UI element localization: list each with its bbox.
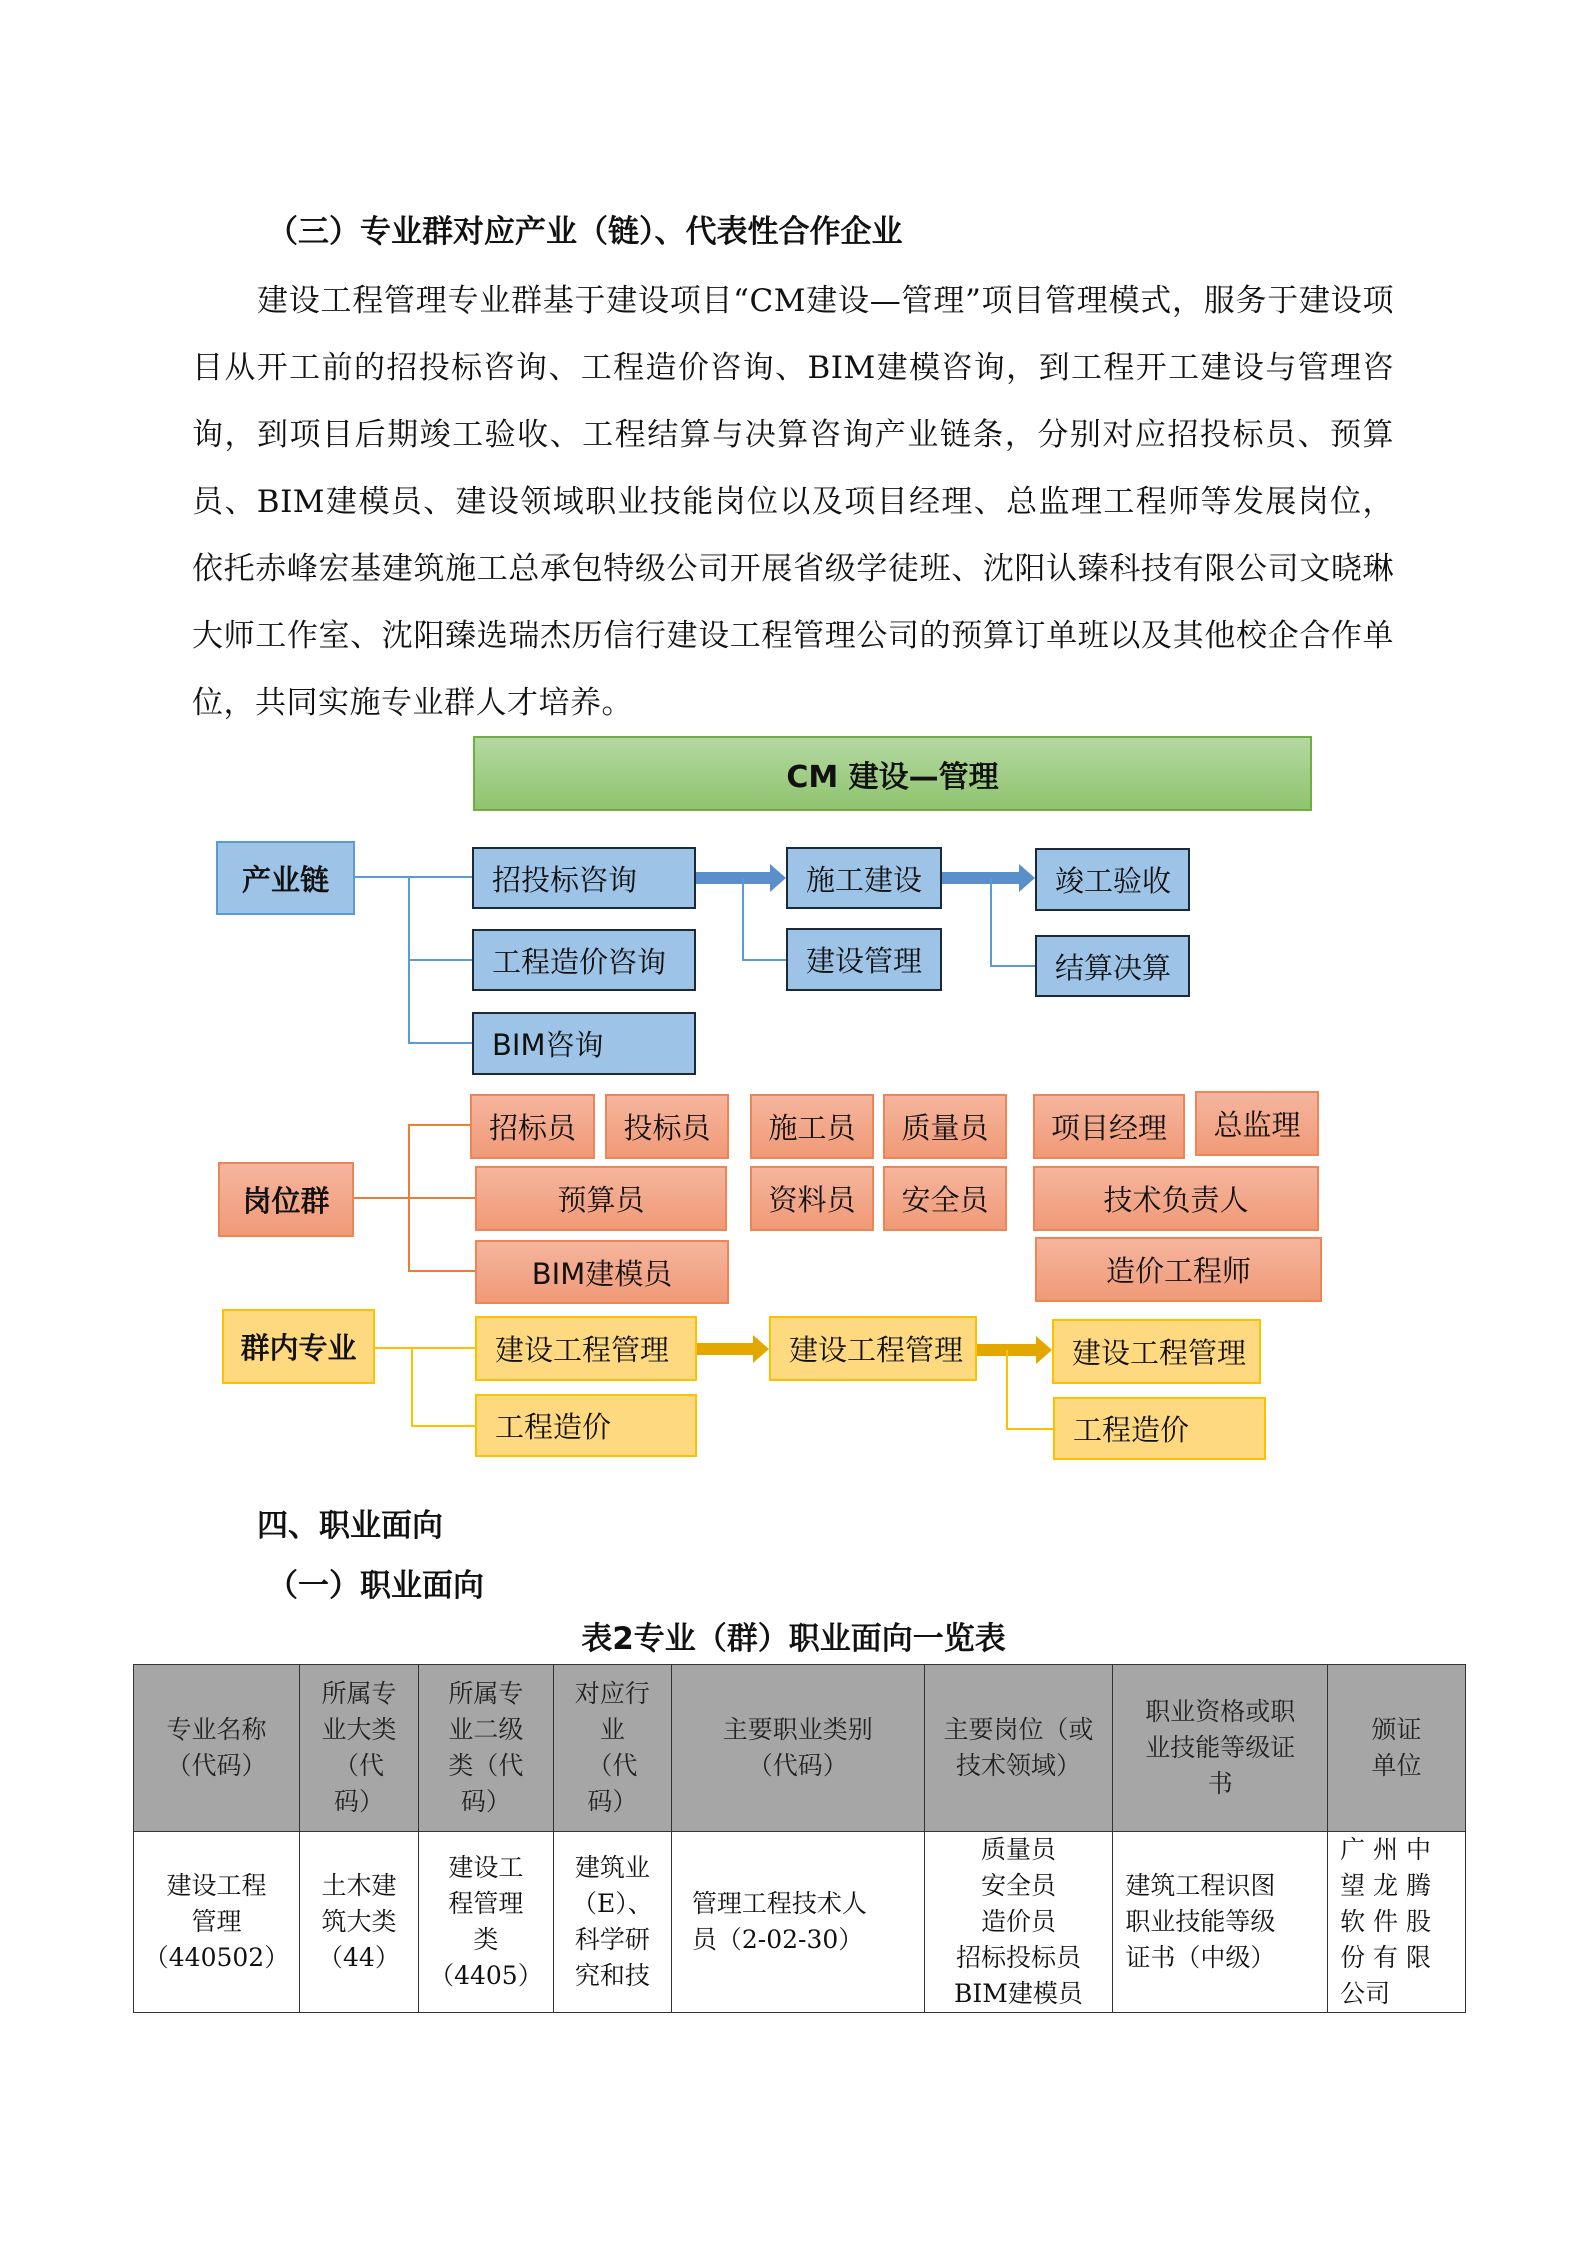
connector-line [990,965,1035,967]
subheading-occupation: （一）职业面向 [267,1568,484,1604]
job-box: 总监理 [1195,1091,1319,1156]
column-header: 专业名称 （代码） [134,1665,300,1832]
chain-label: 产业链 [216,841,355,915]
connector-line [354,1197,475,1199]
major-box: 工程造价 [475,1394,697,1457]
table-cell: 土木建 筑大类 （44） [299,1832,418,2013]
column-header: 所属专 业二级 类（代 码） [418,1665,553,1832]
column-header: 所属专 业大类 （代 码） [299,1665,418,1832]
job-box: BIM建模员 [475,1240,729,1304]
connector-line [408,959,472,961]
job-box: 造价工程师 [1035,1237,1322,1302]
table-row [134,1832,1466,2013]
job-box: 安全员 [883,1166,1007,1231]
job-box: 施工员 [750,1094,874,1159]
job-box: 项目经理 [1033,1094,1185,1159]
table-cell: 建筑业 （E）、 科学研 究和技 [553,1832,671,2013]
chain-box: 结算决算 [1035,935,1190,997]
heading-occupation: 四、职业面向 [257,1508,443,1544]
major-box: 建设工程管理 [769,1316,977,1381]
arrow-icon [697,1343,755,1355]
connector-line [355,876,472,878]
job-box: 招标员 [470,1094,595,1159]
table-header-row [134,1665,1466,1832]
job-box: 资料员 [750,1166,874,1231]
body-paragraph: 建设工程管理专业群基于建设项目“CM建设—管理”项目管理模式，服务于建设项目从开工前的招投标咨询、工程造价咨询、BIM建模咨询，到工程开工建设与管理咨询，到项目后期竣工验收、工程结算与决算咨询产业链条，分别对应招投标员、预算员、BIM建模员、建设领域职业技能岗位以及项目经理、总监理工程师等发展岗位，依托赤峰宏基建筑施工总承包特级公司开展省级学徒班、沈阳认臻科技有限公司文晓琳大师工作室、沈阳臻选瑞杰历信行建设工程管理公司的预算订单班以及其他校企合作单位，共同实施专业群人才培养。 [192,283,1394,721]
connector-line [408,1124,410,1272]
arrow-icon [696,872,772,884]
table-cell: 建筑工程识图 职业技能等级 证书（中级） [1113,1832,1328,2013]
connector-line [408,1270,475,1272]
occupation-table [133,1664,1466,2013]
chain-box: 竣工验收 [1035,848,1190,911]
connector-line [990,878,992,966]
table-title: 表2专业（群）职业面向一览表 [581,1621,1006,1657]
column-header: 主要职业类别 （代码） [671,1665,924,1832]
chain-box: 招投标咨询 [472,847,696,909]
job-box: 投标员 [605,1094,729,1159]
column-header: 对应行 业 （代 码） [553,1665,671,1832]
arrow-icon [942,872,1021,884]
connector-line [408,1042,472,1044]
column-header: 主要岗位（或 技术领域） [924,1665,1113,1832]
table-cell: 建设工程 管理 （440502） [134,1832,300,2013]
jobs-label: 岗位群 [218,1162,354,1237]
connector-line [1006,1350,1008,1430]
job-box: 质量员 [883,1094,1007,1159]
connector-line [411,1347,413,1427]
section-heading: （三）专业群对应产业（链）、代表性合作企业 [267,214,903,250]
majors-label: 群内专业 [222,1309,375,1384]
table-cell: 质量员 安全员 造价员 招标投标员 BIM建模员 [924,1832,1113,2013]
table-cell: 广 州 中 望 龙 腾 软 件 股 份 有 限 公司 [1328,1832,1466,2013]
job-box: 预算员 [475,1166,727,1231]
connector-line [742,878,744,960]
column-header: 职业资格或职 业技能等级证 书 [1113,1665,1328,1832]
connector-line [408,1124,470,1126]
table-cell: 管理工程技术人 员（2-02-30） [671,1832,924,2013]
chain-box: 施工建设 [786,847,942,909]
chain-box: BIM咨询 [472,1012,696,1075]
connector-line [411,1425,475,1427]
diagram-title: CM 建设—管理 [473,736,1312,811]
connector-line [1006,1428,1053,1430]
connector-line [375,1347,475,1349]
connector-line [742,959,786,961]
major-box: 建设工程管理 [1052,1319,1261,1384]
major-box: 建设工程管理 [475,1316,697,1381]
job-box: 技术负责人 [1033,1166,1319,1231]
table-cell: 建设工 程管理 类 （4405） [418,1832,553,2013]
column-header: 颁证 单位 [1328,1665,1466,1832]
major-box: 工程造价 [1053,1397,1266,1460]
chain-box: 建设管理 [786,928,942,991]
chain-box: 工程造价咨询 [472,929,696,991]
